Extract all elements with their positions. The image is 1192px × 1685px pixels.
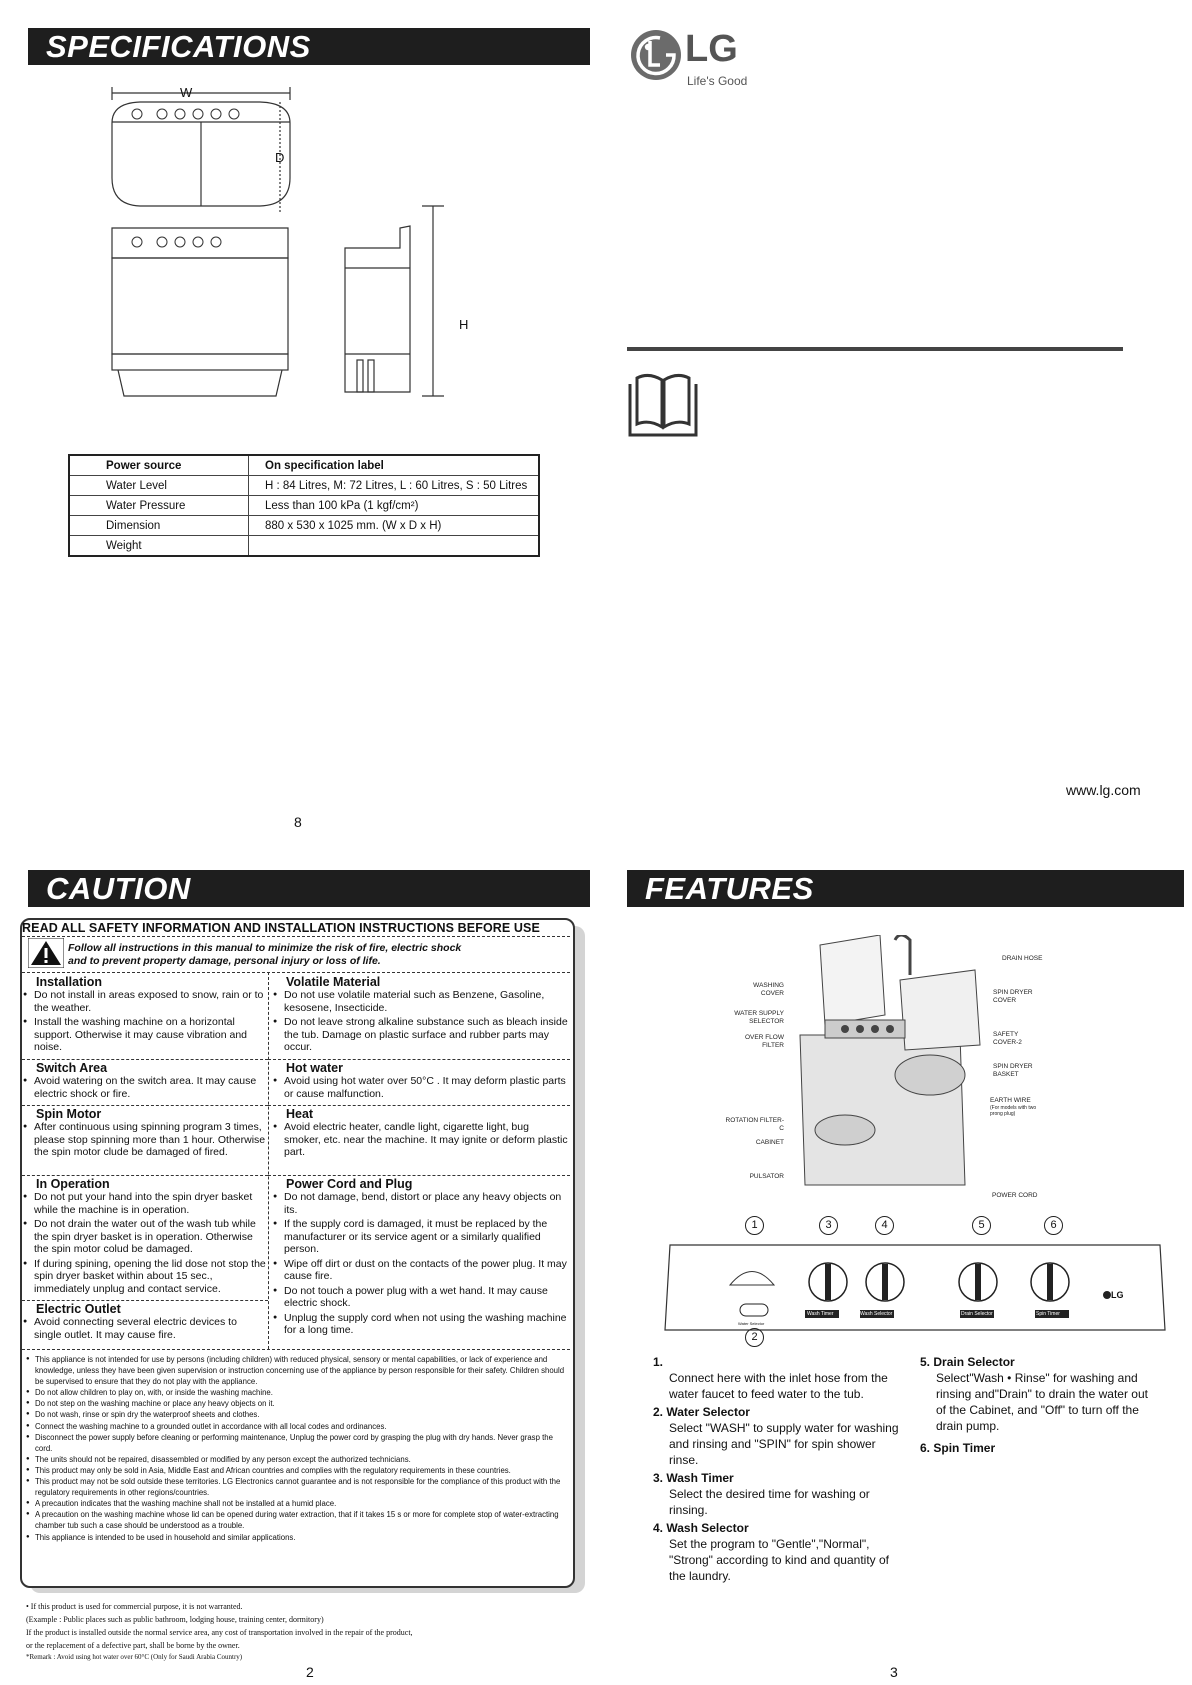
label-earth-wire-note: (For models with two prong plug)	[990, 1105, 1037, 1117]
caution-section-installation: Installation ● Do not install in areas exposed to snow, rain or to the weather. ● Install the washing machine on a horizontal support. Otherwise it may cause vibration and noise.	[22, 975, 266, 1056]
caution-section-hot-water: Hot water ● Avoid using hot water over 50°C . It may deform plastic parts or cause malfunction.	[272, 1061, 568, 1102]
cover-divider	[627, 347, 1123, 351]
caution-section-power-cord: Power Cord and Plug ● Do not damage, bend, distort or place any heavy objects on its. ● If the supply cord is damaged, it must be replaced by the manufacturer or its service agent or a similarly qualified person. ● Wipe off dirt or dust on the contacts of the power plug. It may cause fire. ● Do not touch a power plug with a wet hand. It may cause electric shock. ● Unplug the supply cord when not using the washing machine for a long time.	[272, 1177, 568, 1339]
label-safety-cover: SAFETY COVER-2	[993, 1031, 1022, 1046]
table-row: Water Pressure Less than 100 kPa (1 kgf/cm²)	[69, 496, 539, 516]
label-earth-wire: EARTH WIRE	[990, 1097, 1031, 1104]
panel-label-spin-timer: Spin Timer	[1036, 1311, 1060, 1317]
panel-number-6: 6	[1044, 1216, 1063, 1235]
panel-label-drain-selector: Drain Selector	[961, 1311, 993, 1317]
caution-notes: ● This appliance is not intended for use by persons (including children) with reduced physical, sensory or mental capabilities, or lack of experience and knowledge, unless they have been given supervision or instruction concerning use of the appliance by person responsible for their safety. Children should be supervised to ensure that they do not play with the appliance. ● Do not allow children to play on, with, or inside the washing machine. ● Do not step on the washing machine or place any heavy objects on it. ● Do not wash, rinse or spin dry the waterproof sheets and clothes. ● Connect the washing machine to a grounded outlet in accordance with all local codes and ordinances. ● Disconnect the power supply before cleaning or performing maintenance, Unplug the power cord by grasping the plug with dry hands. Never grasp the cord. ● The units should not be repaired, disassembled or modified by any person except the authorized technicians. ● This product may only be sold in Asia, Middle East and African countries and complies with the regulatory requirements in these countries. ● This product may not be sold outside these territories. LG Electronics cannot guarantee and is not responsible for the compliance of this product with the regulatory requirements in other regions/countries. ● A precaution indicates that the washing machine shall not be installed at a humid place. ● A precaution on the washing machine whose lid can be opened during water extraction, that if it takes 15 s or more for complete stop of water-extracting chamber tub such a case should be understood as a trouble. ● This appliance is intended to be used in household and similar applications.	[24, 1354, 569, 1543]
divider	[22, 1175, 268, 1176]
width-label: W	[180, 85, 193, 100]
control-panel-illustration	[660, 1240, 1170, 1335]
list-item: 1.	[653, 1355, 664, 1369]
list-item: 3. Wash Timer	[653, 1471, 734, 1485]
lg-website: www.lg.com	[1066, 782, 1141, 798]
panel-number-5: 5	[972, 1216, 991, 1235]
lg-tagline: Life's Good	[687, 74, 748, 88]
panel-label-wash-timer: Wash Timer	[807, 1311, 834, 1317]
label-washing-cover: WASHING COVER	[753, 982, 784, 997]
label-over-flow-filter: OVER FLOW FILTER	[744, 1034, 784, 1049]
list-item: 6. Spin Timer	[920, 1441, 996, 1455]
height-label: H	[459, 317, 469, 332]
page-number-8: 8	[294, 814, 302, 830]
panel-number-3: 3	[819, 1216, 838, 1235]
label-rotation-filter: ROTATION FILTER-C	[725, 1117, 784, 1132]
caution-footer: • If this product is used for commercial purpose, it is not warranted. (Example : Public places such as public bathroom, lodging house, training center, dormitory) If the product is installed outside the normal service area, any cost of transportation involved in the repair of the product, or the replacement of a defective part, shall be borne by the owner. *Remark : Avoid using hot water over 60°C (Only for Saudi Arabia Country)	[26, 1602, 413, 1661]
list-item: 2. Water Selector	[653, 1405, 750, 1419]
caution-section-electric-outlet: Electric Outlet ● Avoid connecting several electric devices to single outlet. It may cause fire.	[22, 1302, 266, 1343]
lg-logo-text: LG	[685, 28, 738, 70]
warning-line-2: and to prevent property damage, personal injury or loss of life.	[68, 955, 381, 967]
specifications-title: SPECIFICATIONS	[28, 28, 590, 65]
caution-title: CAUTION	[28, 870, 590, 907]
table-row: Water Level H : 84 Litres, M: 72 Litres, L : 60 Litres, S : 50 Litres	[69, 476, 539, 496]
panel-label-water-selector: Water Selector	[738, 1321, 765, 1326]
manual-book-icon	[627, 372, 699, 438]
warning-icon	[28, 938, 64, 968]
divider	[22, 972, 570, 973]
label-power-cord: POWER CORD	[992, 1192, 1038, 1199]
table-row: Power source On specification label	[69, 455, 539, 476]
panel-label-wash-selector: Wash Selector	[860, 1311, 893, 1317]
caution-header: READ ALL SAFETY INFORMATION AND INSTALLATION INSTRUCTIONS BEFORE USE	[22, 921, 540, 935]
divider	[22, 1349, 570, 1350]
features-list-right: 5. Drain Selector Select"Wash • Rinse" for washing and rinsing and"Drain" to drain the water out of the Cabinet, and "Off" to turn off the drain pump. 6. Spin Timer	[920, 1354, 1160, 1456]
features-title: FEATURES	[627, 870, 1184, 907]
list-item: 5. Drain Selector	[920, 1355, 1015, 1369]
label-pulsator: PULSATOR	[749, 1173, 784, 1180]
panel-lg-logo: LG	[1111, 1290, 1124, 1300]
label-drain-hose: DRAIN HOSE	[1002, 955, 1043, 962]
column-divider	[268, 972, 269, 1349]
divider	[268, 1059, 570, 1060]
page-number-2: 2	[306, 1664, 314, 1680]
table-row: Weight	[69, 536, 539, 557]
warning-line-1: Follow all instructions in this manual to minimize the risk of fire, electric shock	[68, 942, 462, 954]
page-number-3: 3	[890, 1664, 898, 1680]
divider	[22, 936, 570, 937]
divider	[22, 1300, 268, 1301]
label-spin-dryer-cover: SPIN DRYER COVER	[993, 989, 1033, 1004]
divider	[268, 1105, 570, 1106]
label-cabinet: CABINET	[755, 1139, 784, 1146]
lg-logo-icon	[630, 29, 682, 81]
panel-number-1: 1	[745, 1216, 764, 1235]
caution-section-spin-motor: Spin Motor ● After continuous using spinning program 3 times, please stop spinning more than 1 hour. Otherwise the spin motor clude be damaged of fired.	[22, 1107, 266, 1161]
label-spin-dryer-basket: SPIN DRYER BASKET	[993, 1063, 1033, 1078]
features-list-left: 1. Connect here with the inlet hose from the water faucet to feed water to the tub. 2. Water Selector Select "WASH" to supply water for washing and rinsing and "SPIN" for spin shower rinse. 3. Wash Timer Select the desired time for washing or rinsing. 4. Wash Selector Set the program to "Gentle","Normal", "Strong" according to kind and quantity of the laundry.	[653, 1354, 903, 1584]
caution-section-heat: Heat ● Avoid electric heater, candle light, cigarette light, bug smoker, etc. near the machine. It may ignite or deform plastic part.	[272, 1107, 568, 1161]
washing-machine-illustration	[790, 935, 990, 1195]
list-item: 4. Wash Selector	[653, 1521, 749, 1535]
divider	[22, 1059, 268, 1060]
panel-number-4: 4	[875, 1216, 894, 1235]
panel-number-2: 2	[745, 1328, 764, 1347]
specification-table	[68, 454, 540, 557]
divider	[22, 1105, 268, 1106]
caution-section-volatile-material: Volatile Material ● Do not use volatile material such as Benzene, Gasoline, kesosene, Insecticide. ● Do not leave strong alkaline substance such as bleach inside the tub. Damage on plastic surface and rubber parts may occur.	[272, 975, 568, 1056]
depth-label: D	[275, 150, 285, 165]
machine-dimension-drawings	[100, 78, 500, 428]
divider	[268, 1175, 570, 1176]
caution-section-in-operation: In Operation ● Do not put your hand into the spin dryer basket while the machine is in operation. ● Do not drain the water out of the wash tub while the spin dryer basket is in operation. Otherwise the spin motor colud be damaged. ● If during spining, opening the lid dose not stop the spin dryer basket within about 15 sec., immediately unplug and contact service.	[22, 1177, 266, 1297]
table-row: Dimension 880 x 530 x 1025 mm. (W x D x H)	[69, 516, 539, 536]
label-water-supply-selector: WATER SUPPLY SELECTOR	[734, 1010, 784, 1025]
caution-section-switch-area: Switch Area ● Avoid watering on the switch area. It may cause electric shock or fire.	[22, 1061, 266, 1102]
